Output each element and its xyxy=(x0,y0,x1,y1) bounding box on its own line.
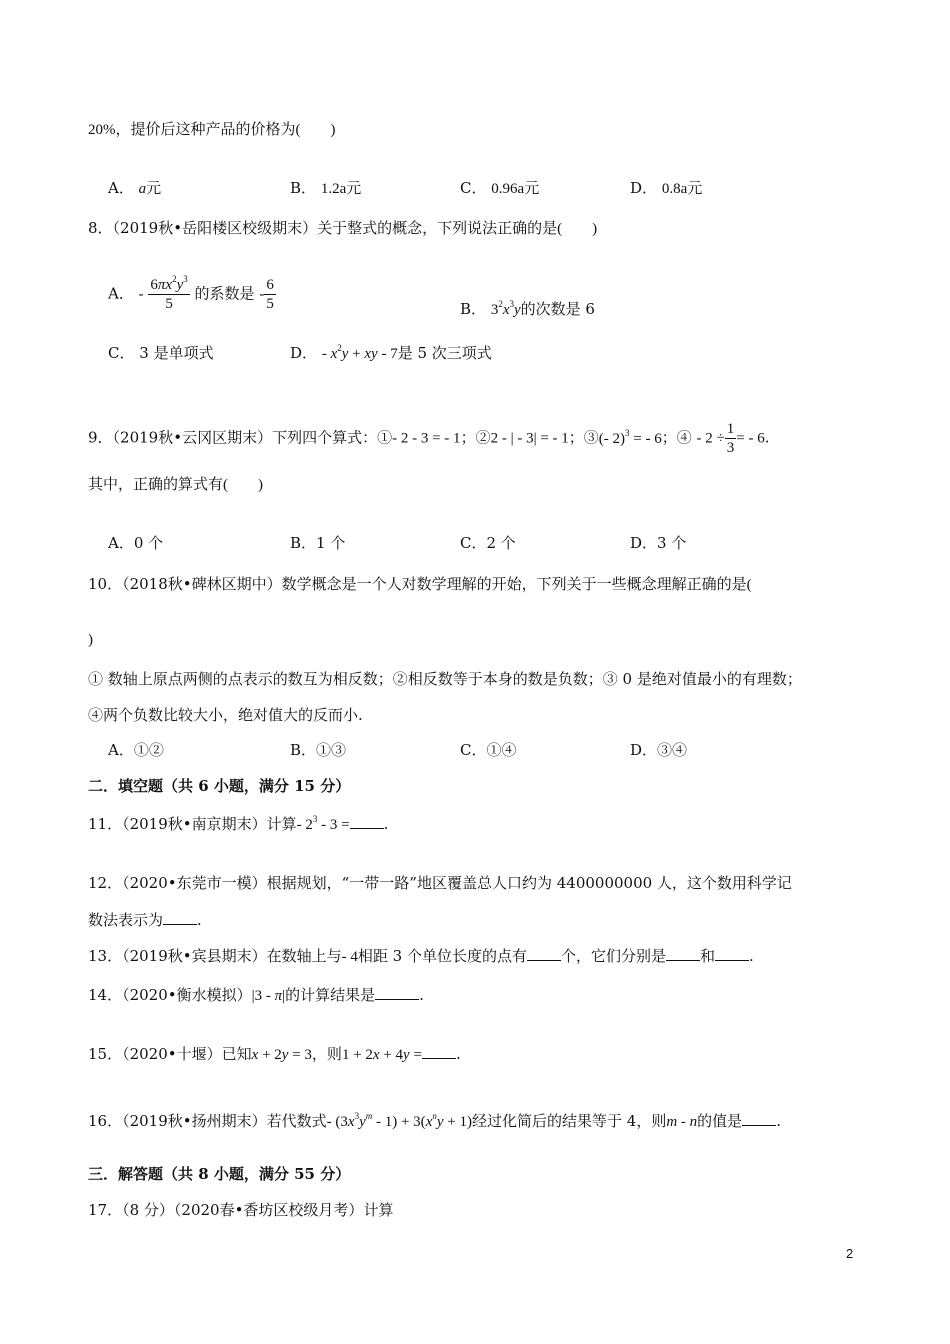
q14: 14．（2020•衡水模拟）|3 - π|的计算结果是 . xyxy=(88,986,424,1004)
q7-option-d: D． 0.8a元 xyxy=(630,179,703,197)
q9-option-c: C．2 个 xyxy=(460,534,516,552)
q10-option-b: B．①③ xyxy=(290,741,347,759)
section-heading-fill-in: 二．填空题（共 6 小题，满分 15 分） xyxy=(88,777,351,795)
answer-blank[interactable] xyxy=(422,1044,456,1059)
fraction-6pi-x2y3-over-5: $\frac{6\pi x^2y^3}{5}$ xyxy=(150,274,188,312)
q10-option-a: A．①② xyxy=(108,741,164,759)
q12-line2: 数法表示为 . xyxy=(88,911,202,929)
q10-paren-close: ) xyxy=(88,632,93,648)
q8-stem: 8．（2019秋•岳阳楼区校级期末）关于整式的概念，下列说法正确的是( ) xyxy=(88,219,598,237)
q11: 11．（2019秋•南京期末）计算- $2^3 - 3$ = . xyxy=(88,814,389,833)
answer-blank[interactable] xyxy=(666,946,700,961)
q7-option-c: C． 0.96a元 xyxy=(460,179,540,197)
q13: 13．（2019秋•宾县期末）在数轴上与- 4相距 3 个单位长度的点有 个，它们分别是 和 . xyxy=(88,947,754,965)
answer-blank[interactable] xyxy=(527,946,561,961)
q9-stem: 9．（2019秋•云冈区期末）下列四个算式：①- 2 - 3 = - 1；②2 - | - 3| = - 1；③(- 2)$^3$ = - 6；④ - 2 ÷ $\frac{1}{3}$ = - 6. xyxy=(88,421,770,456)
q9-line2: 其中，正确的算式有( ) xyxy=(88,475,264,493)
q8-option-d: D． - $x^2y$ + xy - 7是 5 次三项式 xyxy=(290,343,492,362)
q10-statements-2: ④两个负数比较大小，绝对值大的反而小. xyxy=(88,706,363,724)
q8-option-b: B． $3^2x^3y$的次数是 6 xyxy=(460,299,595,318)
answer-blank[interactable] xyxy=(715,946,749,961)
q15: 15．（2020•十堰）已知x + 2y = 3，则1 + 2x + 4y = . xyxy=(88,1045,461,1063)
q16: 16．（2019秋•扬州期末）若代数式- $(3x^3y^m - 1) + 3(x^ny + 1)$经过化简后的结果等于 4，则m - n的值是 . xyxy=(88,1111,781,1130)
q10-option-d: D．③④ xyxy=(630,741,688,759)
answer-blank[interactable] xyxy=(163,910,197,925)
q8-option-a: A． - $\frac{6\pi x^2y^3}{5}$ 的系数是 - $\frac{6}{5}$ xyxy=(108,274,274,312)
q9-option-b: B．1 个 xyxy=(290,534,346,552)
q9-option-a: A．0 个 xyxy=(108,534,164,552)
fraction-1-over-3: $\frac{1}{3}$ xyxy=(726,421,735,456)
answer-blank[interactable] xyxy=(375,985,419,1000)
q9-option-d: D．3 个 xyxy=(630,534,687,552)
page-number: 2 xyxy=(846,1246,854,1261)
q17: 17．（8 分）（2020春•香坊区校级月考）计算 xyxy=(88,1201,394,1219)
section-heading-solve: 三．解答题（共 8 小题，满分 55 分） xyxy=(88,1165,351,1183)
q12: 12．（2020•东莞市一模）根据规划，“一带一路”地区覆盖总人口约为 4400000000 人，这个数用科学记 xyxy=(88,874,792,892)
fraction-6-over-5: $\frac{6}{5}$ xyxy=(266,277,274,312)
q8-option-c: C． 3 是单项式 xyxy=(108,344,214,362)
q7-option-b: B． 1.2a元 xyxy=(290,179,362,197)
q7-option-a: A． a元 xyxy=(108,179,162,197)
q10-option-c: C．①④ xyxy=(460,741,517,759)
answer-blank[interactable] xyxy=(742,1111,776,1126)
answer-blank[interactable] xyxy=(350,814,384,829)
q10-stem: 10．（2018秋•碑林区期中）数学概念是一个人对数学理解的开始，下列关于一些概念理解正确的是( xyxy=(88,575,752,593)
q10-statements-1: ① 数轴上原点两侧的点表示的数互为相反数；②相反数等于本身的数是负数；③ 0 是绝对值最小的有理数； xyxy=(88,670,802,688)
q7-tail: 20%，提价后这种产品的价格为( ) xyxy=(88,120,336,138)
